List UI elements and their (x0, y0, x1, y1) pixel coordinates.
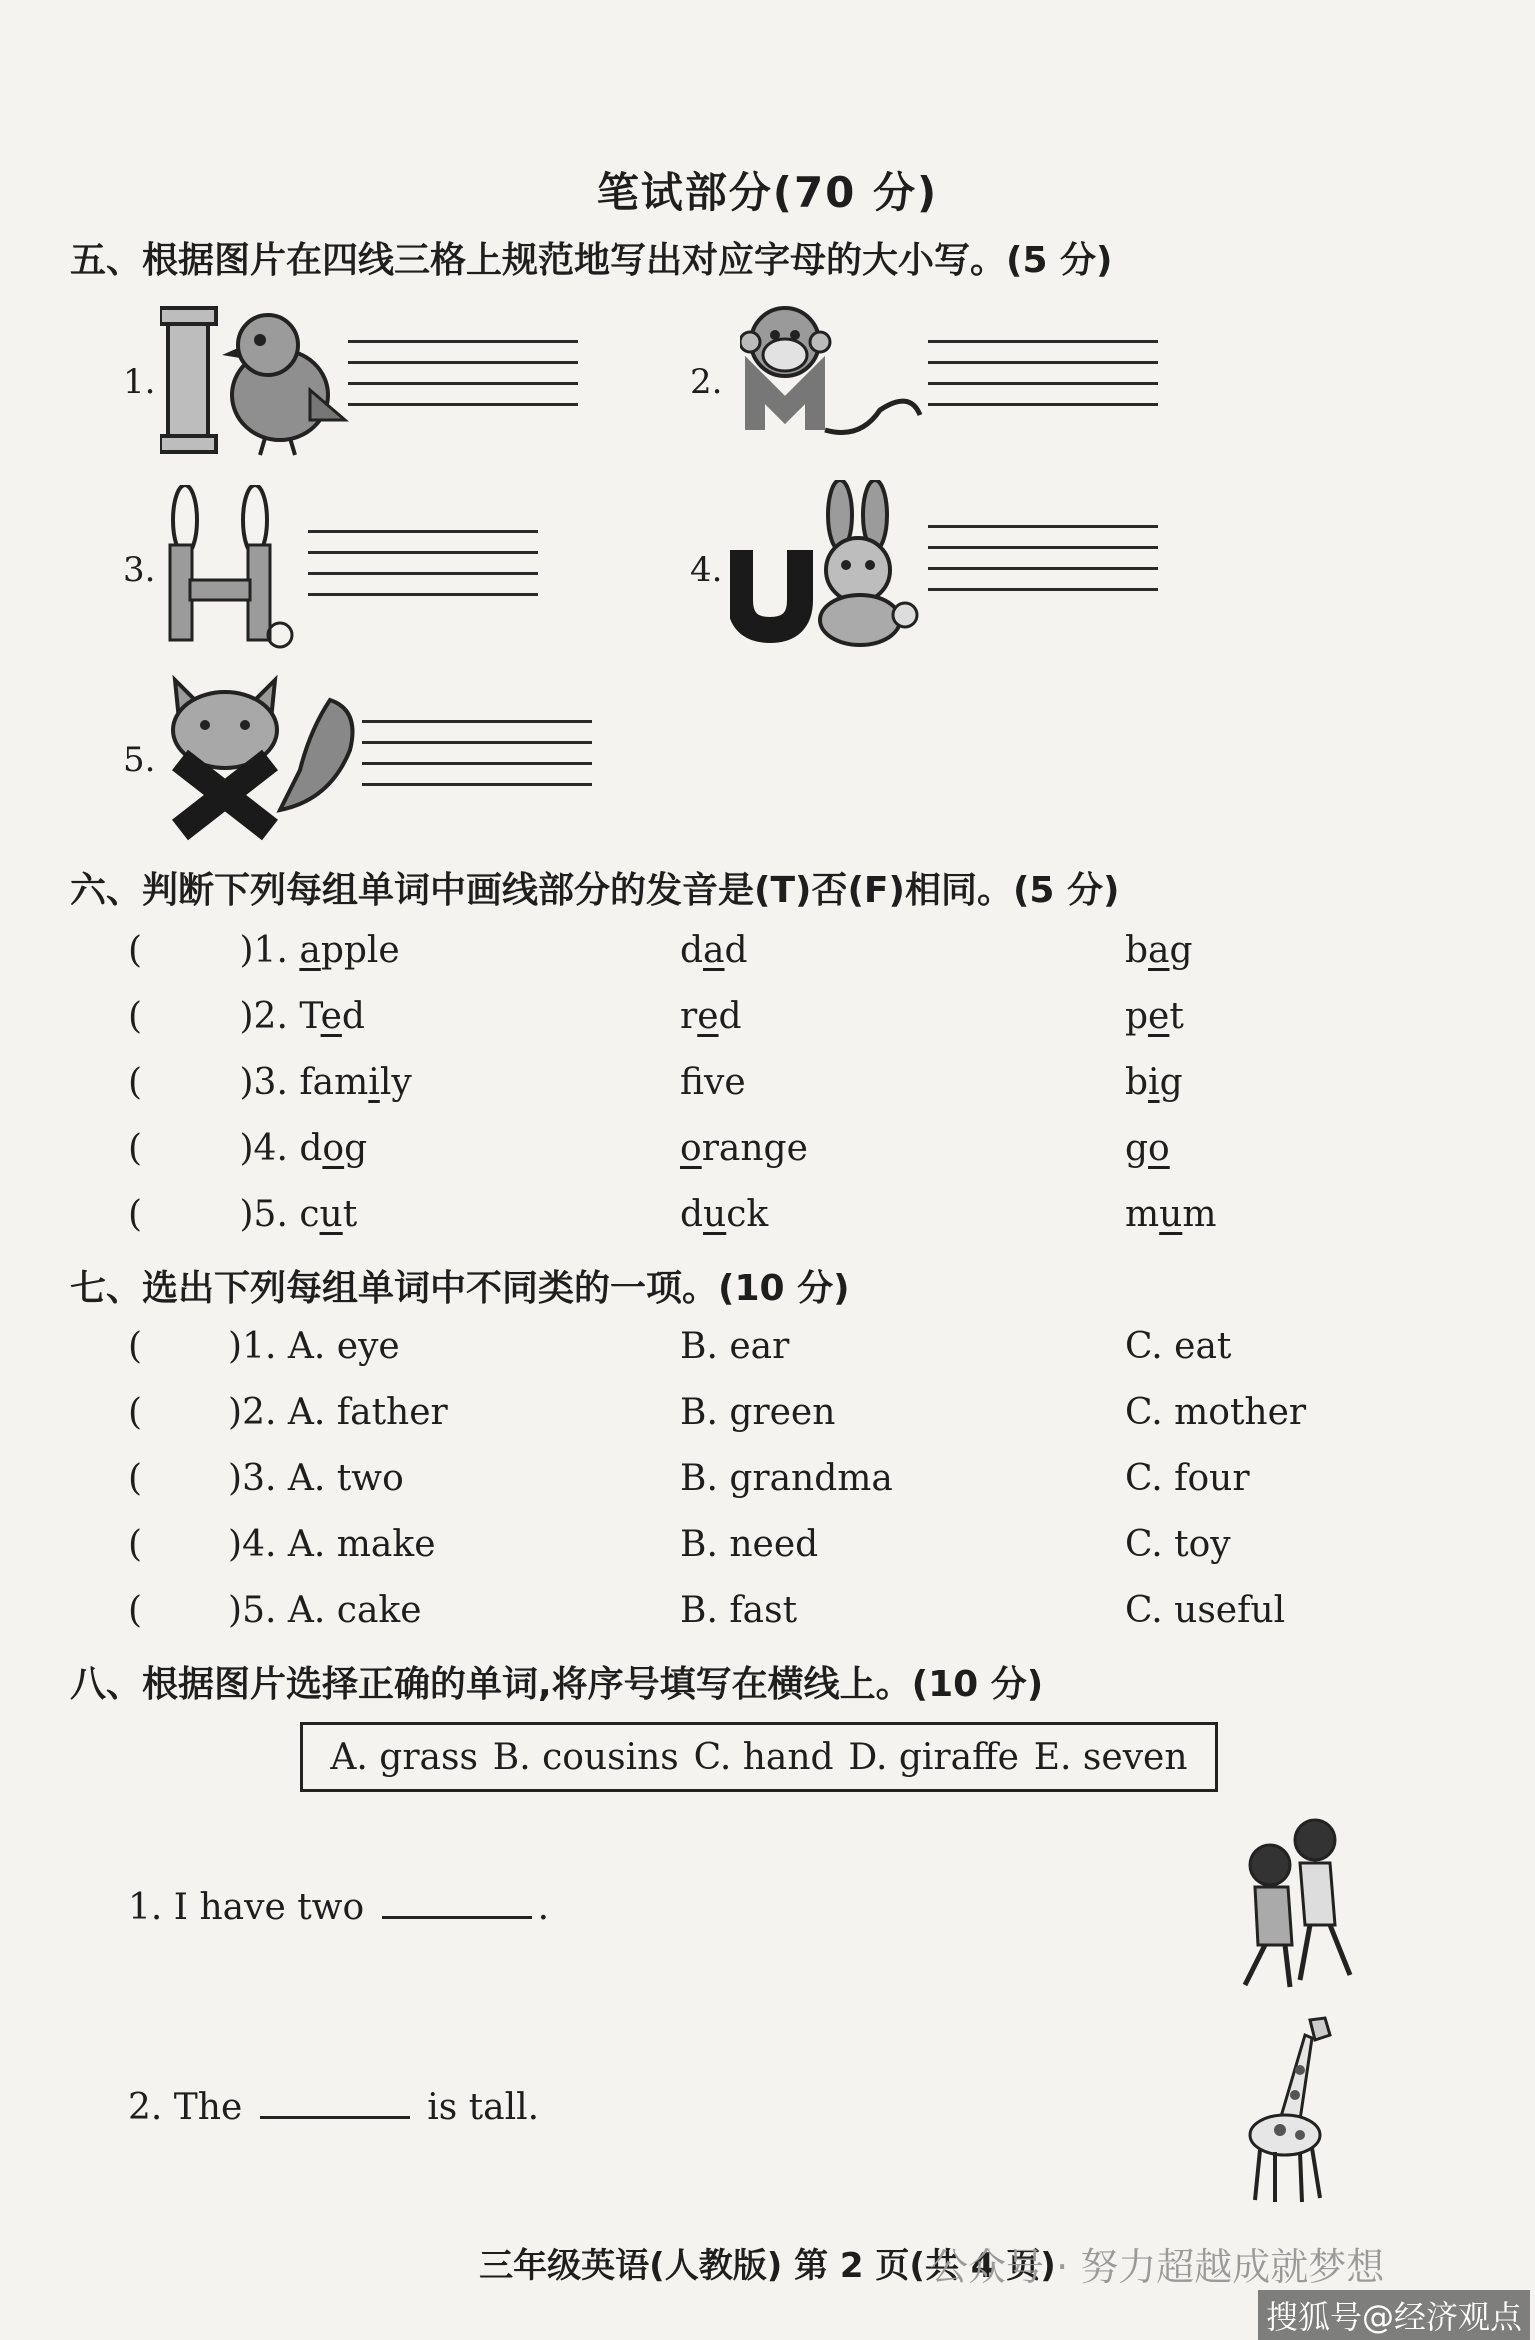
watermark-official-account: 公众号 · 努力超越成就梦想 (930, 2245, 1385, 2289)
item1-number: 1. (123, 362, 156, 402)
item5-number: 5. (123, 740, 156, 780)
writing-lines-5[interactable] (362, 720, 592, 800)
question-number: )5. (228, 1590, 277, 1631)
answer-blank-paren[interactable]: ( (128, 930, 143, 971)
question-number: )4. (228, 1524, 277, 1565)
s6-row5-word2: duck (680, 1194, 769, 1235)
answer-blank-paren[interactable]: ( (128, 1458, 143, 1499)
letter-u-rabbit-picture (730, 480, 930, 650)
word-bank-option-e: E. seven (1033, 1736, 1188, 1778)
letter-x-fox-picture (160, 670, 365, 845)
q2-text: 2. The (128, 2087, 243, 2128)
answer-blank-paren[interactable]: ( (128, 1326, 143, 1367)
s7-row1-option-b: B. ear (680, 1326, 790, 1367)
answer-blank-paren[interactable]: ( (128, 1392, 143, 1433)
answer-blank-paren[interactable]: ( (128, 1524, 143, 1565)
word-bank-option-c: C. hand (693, 1736, 834, 1778)
question-number: )4. (239, 1128, 288, 1169)
s7-row4 (128, 1524, 436, 1565)
question-number: )3. (228, 1458, 277, 1499)
writing-lines-1[interactable] (348, 340, 578, 420)
answer-blank-paren[interactable]: ( (128, 1590, 143, 1631)
s7-row5-option-b: B. fast (680, 1590, 798, 1631)
s6-row4 (128, 1128, 367, 1169)
s8-question2 (128, 2086, 539, 2128)
s7-row5-option-c: C. useful (1125, 1590, 1286, 1631)
s6-row5 (128, 1194, 357, 1235)
s7-row3 (128, 1458, 404, 1499)
question-number: )1. (239, 930, 288, 971)
letter-m-monkey-picture (740, 300, 930, 460)
section5-heading: 五、根据图片在四线三格上规范地写出对应字母的大小写。(5 分) (70, 240, 1113, 281)
item2-number: 2. (690, 362, 723, 402)
s8-question1 (128, 1886, 549, 1928)
option-a: A. make (287, 1524, 436, 1565)
writing-lines-2[interactable] (928, 340, 1158, 420)
word: dog (299, 1128, 368, 1169)
writing-lines-4[interactable] (928, 525, 1158, 605)
s6-row3-word3: big (1125, 1062, 1183, 1103)
s6-row4-word3: go (1125, 1128, 1170, 1169)
word: family (299, 1062, 412, 1103)
page-title: 笔试部分(70 分) (596, 168, 939, 217)
writing-lines-3[interactable] (308, 530, 538, 610)
giraffe-picture (1240, 2010, 1350, 2210)
item4-number: 4. (690, 550, 723, 590)
s6-row2-word3: pet (1125, 996, 1184, 1037)
question-number: )3. (239, 1062, 288, 1103)
s7-row2-option-c: C. mother (1125, 1392, 1307, 1433)
s6-row1-word2: dad (680, 930, 748, 971)
s6-row2 (128, 996, 365, 1037)
option-a: A. two (287, 1458, 404, 1499)
answer-blank-paren[interactable]: ( (128, 1128, 143, 1169)
question-number: )1. (228, 1326, 277, 1367)
word: cut (299, 1194, 358, 1235)
q1-period: . (537, 1887, 550, 1928)
s7-row4-option-b: B. need (680, 1524, 819, 1565)
s6-row4-word2: orange (680, 1128, 808, 1169)
word-bank-option-b: B. cousins (492, 1736, 679, 1778)
letter-h-rabbit-picture (160, 485, 310, 655)
answer-blank-paren[interactable]: ( (128, 996, 143, 1037)
cousins-picture (1230, 1815, 1360, 1990)
watermark-sohu: 搜狐号@经济观点 (1258, 2290, 1530, 2340)
word: Ted (299, 996, 365, 1037)
section6-heading: 六、判断下列每组单词中画线部分的发音是(T)否(F)相同。(5 分) (70, 870, 1120, 911)
q2-text-end: is tall. (427, 2087, 540, 2128)
s7-row5 (128, 1590, 422, 1631)
item3-number: 3. (123, 550, 156, 590)
question-number: )5. (239, 1194, 288, 1235)
q2-answer-blank[interactable] (260, 2086, 410, 2119)
option-a: A. eye (287, 1326, 400, 1367)
s7-row3-option-c: C. four (1125, 1458, 1250, 1499)
s7-row3-option-b: B. grandma (680, 1458, 893, 1499)
s6-row3-word2: fve (680, 1062, 746, 1103)
word-bank-option-d: D. giraffe (848, 1736, 1019, 1778)
section7-heading: 七、选出下列每组单词中不同类的一项。(10 分) (70, 1268, 850, 1309)
s7-row2 (128, 1392, 448, 1433)
s6-row2-word2: red (680, 996, 742, 1037)
section8-heading: 八、根据图片选择正确的单词,将序号填写在横线上。(10 分) (70, 1664, 1044, 1705)
s7-row1 (128, 1326, 400, 1367)
q1-answer-blank[interactable] (382, 1886, 532, 1919)
option-a: A. cake (287, 1590, 422, 1631)
answer-blank-paren[interactable]: ( (128, 1194, 143, 1235)
answer-blank-paren[interactable]: ( (128, 1062, 143, 1103)
s6-row5-word3: mum (1125, 1194, 1217, 1235)
s7-row4-option-c: C. toy (1125, 1524, 1231, 1565)
letter-i-bird-picture (160, 300, 350, 460)
s6-row1 (128, 930, 400, 971)
page-footer: 三年级英语(人教版) 第 2 页(共 4 页) (479, 2246, 1056, 2286)
question-number: )2. (228, 1392, 277, 1433)
q1-text: 1. I have two (128, 1887, 365, 1928)
option-a: A. father (287, 1392, 448, 1433)
word: apple (299, 930, 400, 971)
s7-row1-option-c: C. eat (1125, 1326, 1232, 1367)
word-bank-box (300, 1722, 1218, 1792)
s6-row3 (128, 1062, 412, 1103)
s7-row2-option-b: B. green (680, 1392, 836, 1433)
s6-row1-word3: bag (1125, 930, 1193, 971)
word-bank-option-a: A. grass (330, 1736, 478, 1778)
question-number: )2. (239, 996, 288, 1037)
